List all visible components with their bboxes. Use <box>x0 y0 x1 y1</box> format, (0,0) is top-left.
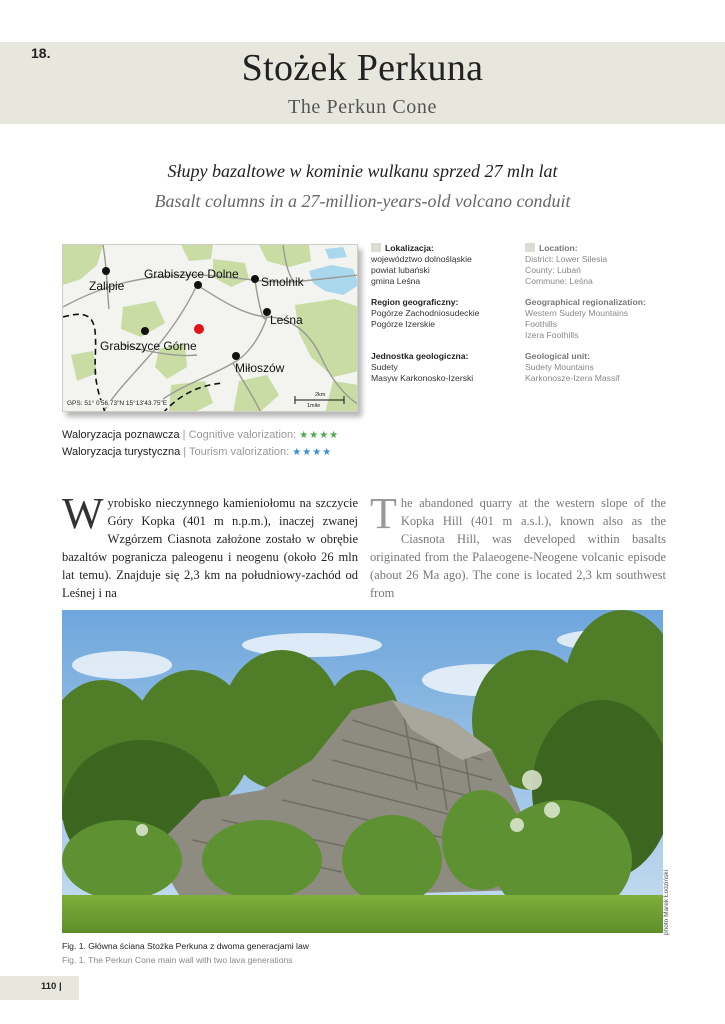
info-heading: Geographical regionalization: <box>525 297 646 307</box>
caption-polish: Fig. 1. Główna ściana Stożka Perkuna z dwoma generacjami law <box>62 941 309 951</box>
cognitive-valorization <box>62 429 339 441</box>
town-dot-grabiszyce-dolne <box>194 281 202 289</box>
info-line: powiat lubański <box>371 265 430 275</box>
footer-page-number: 110 | <box>41 981 62 992</box>
tourism-stars-icon: ★★★★ <box>292 447 333 458</box>
info-line: Western Sudety Mountains <box>525 308 629 318</box>
map-label-grabiszyce-gorne: Grabiszyce Górne <box>100 339 197 353</box>
road <box>103 245 109 309</box>
map-label-lesna: Leśna <box>270 313 303 327</box>
info-block <box>525 351 675 384</box>
info-heading: Region geograficzny: <box>371 297 459 307</box>
map-label-zalipie: Zalipie <box>89 279 125 293</box>
dropcap: T <box>370 489 397 538</box>
forest-patch <box>181 245 213 261</box>
location-map <box>62 244 358 412</box>
map-label-grabiszyce-dolne: Grabiszyce Dolne <box>144 267 239 281</box>
forest-patch <box>325 381 358 412</box>
info-line: Foothills <box>525 319 557 329</box>
body-text-english <box>370 489 666 602</box>
info-heading: Location: <box>539 243 578 253</box>
photo-illustration <box>62 610 663 933</box>
info-heading: Jednostka geologiczna: <box>371 351 469 361</box>
info-line: Commune: Leśna <box>525 276 593 286</box>
site-marker-icon <box>194 324 204 334</box>
bullet-square-icon <box>371 243 381 252</box>
info-block <box>525 297 675 341</box>
paragraph-text: yrobisko nieczynnego kamieniołomu na szczycie Góry Kopka (401 m n.p.m.), inaczej zwanej Wzgórzem Ciasnota założone zostało w obrębie bazaltów pogranicza paleogenu i neogenu (około 26 mln lat temu). Znajduje się 2,3 km na południowy-zachód od Leśnej i na <box>62 496 358 600</box>
dropcap: W <box>62 489 104 538</box>
info-heading: Lokalizacja: <box>385 243 434 253</box>
info-line: Sudety Mountains <box>525 362 594 372</box>
town-dot-grabiszyce-gorne <box>141 327 149 335</box>
caption-english: Fig. 1. The Perkun Cone main wall with two lava generations <box>62 955 293 965</box>
scale-km-label: 2km <box>315 392 326 398</box>
info-heading: Geological unit: <box>525 351 590 361</box>
info-line: Sudety <box>371 362 398 372</box>
gps-coordinates: GPS: 51° 0'56.73"N 15°13'43.75"E <box>67 400 168 407</box>
header-band <box>0 42 725 124</box>
info-block <box>371 243 521 287</box>
page-title: Stożek Perkuna <box>241 47 484 89</box>
tourism-label-en: Tourism valorization: <box>188 446 290 458</box>
info-line: County: Lubań <box>525 265 581 275</box>
separator: | <box>182 429 186 441</box>
site-number: 18. <box>31 45 51 61</box>
forest-patch <box>295 299 358 377</box>
map-label-smolnik: Smolnik <box>261 275 304 289</box>
subtitle-polish: Słupy bazaltowe w kominie wulkanu sprzed 27 mln lat <box>167 161 558 181</box>
info-line: District: Lower Silesia <box>525 254 608 264</box>
tourism-label-pl: Waloryzacja turystyczna <box>62 446 181 458</box>
forest-patch <box>233 375 279 412</box>
info-column-english <box>525 243 675 384</box>
cone-photo <box>62 610 663 933</box>
info-line: województwo dolnośląskie <box>371 254 472 264</box>
info-block <box>371 351 521 384</box>
cognitive-label-pl: Waloryzacja poznawcza <box>62 429 180 441</box>
info-line: Pogórze Izerskie <box>371 319 436 329</box>
page-title-english: The Perkun Cone <box>288 96 437 118</box>
cognitive-stars-icon: ★★★★ <box>299 430 340 441</box>
info-line: Pogórze Zachodniosudeckie <box>371 308 480 318</box>
info-line: Karkonosze-Izera Massif <box>525 373 620 383</box>
info-line: gmina Leśna <box>371 276 421 286</box>
town-dot-miloszow <box>232 352 240 360</box>
info-block <box>525 243 675 287</box>
scale-mile-label: 1mile <box>307 403 321 409</box>
info-line: Izera Foothills <box>525 330 579 340</box>
town-dot-zalipie <box>102 267 110 275</box>
town-dot-smolnik <box>251 275 259 283</box>
pond <box>325 247 347 259</box>
separator: | <box>183 446 187 458</box>
body-text-polish <box>62 489 358 602</box>
info-line: Masyw Karkonosko-Izerski <box>371 373 474 383</box>
bullet-square-icon <box>525 243 535 252</box>
photo-credit: photo Marek Łodziński <box>663 869 670 935</box>
paragraph-text: he abandoned quarry at the western slope of the Kopka Hill (401 m a.s.l.), known also as the Ciasnota Hill, was developed within basalts originated from the Palaeogene-Neogene volcanic episode (about 26 Ma ago). The cone is located 2,3 km southwest from <box>370 496 666 600</box>
subtitle-english: Basalt columns in a 27-million-years-old volcano conduit <box>154 191 571 211</box>
forest-patch <box>71 351 97 381</box>
cognitive-label-en: Cognitive valorization: <box>188 429 297 441</box>
info-block <box>371 297 521 330</box>
footer-tab <box>0 976 79 1000</box>
info-column-polish <box>371 243 521 384</box>
map-label-miloszow: Miłoszów <box>235 361 285 375</box>
tourism-valorization <box>62 446 332 458</box>
